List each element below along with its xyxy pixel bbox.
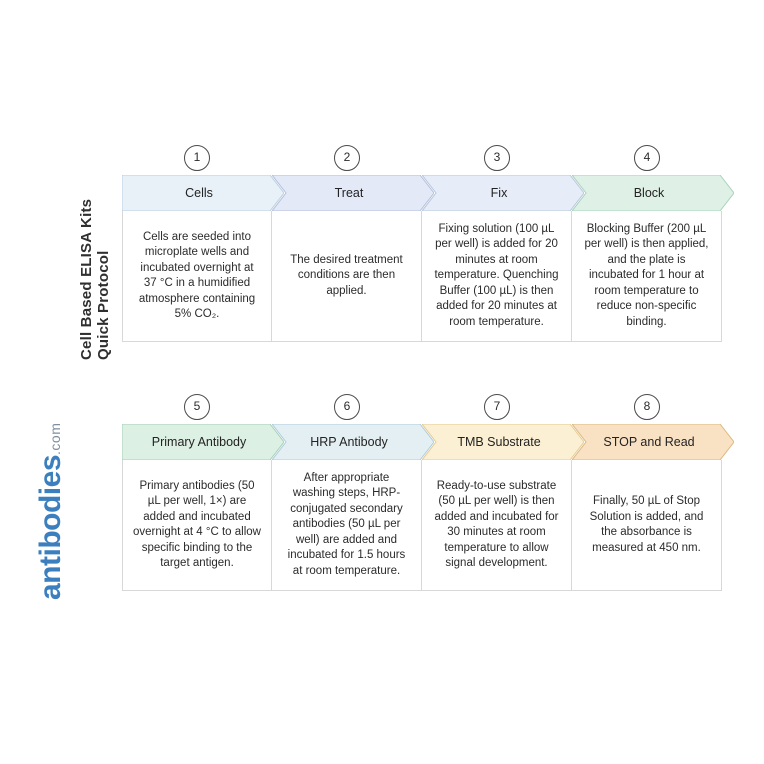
- step-arrow[interactable]: [122, 424, 272, 460]
- step-number-badge: 3: [484, 145, 510, 171]
- step-label: Primary Antibody: [151, 435, 247, 449]
- step-label: Fix: [490, 186, 508, 200]
- brand-logo: [34, 423, 68, 600]
- step-number-badge: 1: [184, 145, 210, 171]
- brand-logo-suffix: .com: [47, 422, 63, 455]
- step-card: [272, 211, 422, 342]
- step-description: The desired treatment conditions are then applied.: [290, 253, 403, 297]
- step-card: [422, 460, 572, 591]
- step-number-group-1: [122, 145, 738, 175]
- step-arrow[interactable]: [272, 175, 422, 211]
- step-card: [572, 211, 722, 342]
- step-description: Ready-to-use substrate (50 µL per well) is then added and incubated for 30 minutes at room temperature to allow signal development.: [434, 479, 559, 569]
- step-number-badge: 6: [334, 394, 360, 420]
- step-arrow[interactable]: [122, 175, 272, 211]
- step-label: Treat: [334, 186, 364, 200]
- step-arrow[interactable]: [422, 424, 572, 460]
- step-card: [122, 211, 272, 342]
- brand-logo-text: antibodies: [34, 454, 67, 600]
- step-label: Cells: [185, 186, 213, 200]
- step-arrow[interactable]: [572, 175, 722, 211]
- step-description: Blocking Buffer (200 µL per well) is then applied, and the plate is incubated for 1 hour at room temperature to reduce non-specific binding.: [584, 222, 709, 328]
- page-title-line1: Cell Based ELISA Kits: [78, 198, 95, 360]
- step-arrow-group-2: [122, 424, 738, 460]
- step-label: TMB Substrate: [457, 435, 541, 449]
- step-label: HRP Antibody: [310, 435, 388, 449]
- step-number-badge: 2: [334, 145, 360, 171]
- step-arrow-group-1: [122, 175, 738, 211]
- protocol-row-2: [122, 394, 738, 591]
- step-card: [572, 460, 722, 591]
- step-arrow[interactable]: [422, 175, 572, 211]
- step-number-badge: 5: [184, 394, 210, 420]
- step-card: [422, 211, 572, 342]
- step-card-group-1: [122, 211, 738, 342]
- page-title: [78, 199, 112, 360]
- step-label: STOP and Read: [603, 435, 695, 449]
- step-card: [122, 460, 272, 591]
- step-card-group-2: [122, 460, 738, 591]
- page-title-line2: Quick Protocol: [95, 250, 112, 360]
- brand-panel: [0, 0, 120, 764]
- step-number-badge: 4: [634, 145, 660, 171]
- step-arrow[interactable]: [572, 424, 722, 460]
- step-number-group-2: [122, 394, 738, 424]
- step-description: Fixing solution (100 µL per well) is added for 20 minutes at room temperature. Quenching Buffer (100 µL) is then added for 20 minutes at room temperature.: [434, 222, 559, 328]
- step-arrow[interactable]: [272, 424, 422, 460]
- step-description: After appropriate washing steps, HRP-conjugated secondary antibodies (50 µL per well) are added and incubated for 1.5 hours at room temperature.: [287, 471, 406, 577]
- step-description: Cells are seeded into microplate wells and incubated overnight at 37 °C in a humidified atmosphere containing 5% CO₂.: [138, 230, 256, 320]
- step-number-badge: 7: [484, 394, 510, 420]
- protocol-row-1: [122, 145, 738, 342]
- step-card: [272, 460, 422, 591]
- step-description: Primary antibodies (50 µL per well, 1×) are added and incubated overnight at 4 °C to allow specific binding to the target antigen.: [133, 479, 261, 569]
- step-description: Finally, 50 µL of Stop Solution is added, and the absorbance is measured at 450 nm.: [589, 495, 704, 554]
- step-number-badge: 8: [634, 394, 660, 420]
- step-label: Block: [633, 186, 665, 200]
